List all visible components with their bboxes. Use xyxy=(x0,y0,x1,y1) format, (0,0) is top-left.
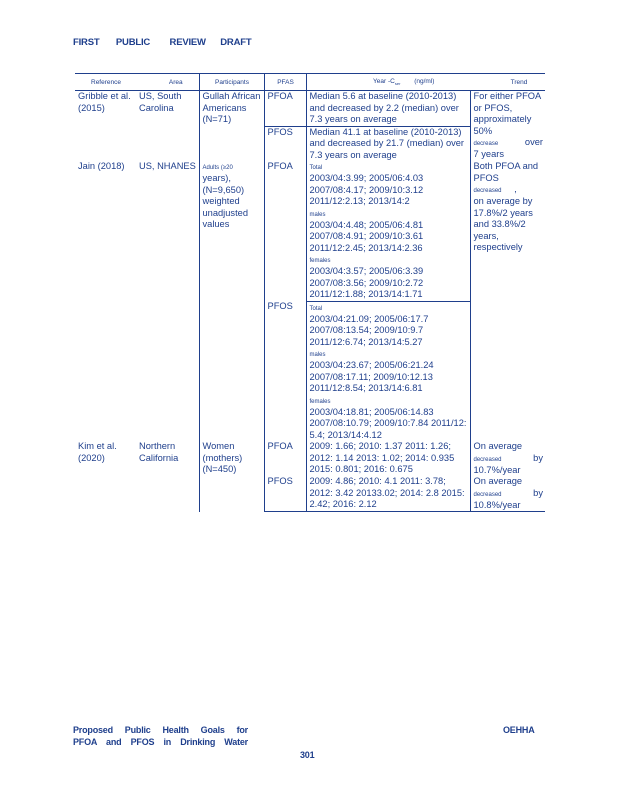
footer-title-line2: PFOA and PFOS in Drinking Water xyxy=(73,737,248,747)
cell-pfas: PFOS xyxy=(264,476,306,512)
cell-pfas: PFOA xyxy=(264,441,306,476)
header-word-first: FIRST xyxy=(73,37,100,48)
cell-value: 2009: 4.86; 2010: 4.1 2011: 3.78; 2012: 3.42 20133.02; 2014: 2.8 2015: 2.42; 2016: 2.12 xyxy=(306,476,470,512)
cell-pfas: PFOS xyxy=(264,126,306,161)
footer-title-line1: Proposed Public Health Goals for xyxy=(73,725,248,735)
cell-participants: Women (mothers) (N=450) xyxy=(199,441,264,512)
header-word-review: REVIEW xyxy=(169,37,206,48)
header-word-draft: DRAFT xyxy=(220,37,252,48)
cell-value: Median 5.6 at baseline (2010-2013) and decreased by 2.2 (median) over 7.3 years on average xyxy=(306,91,470,127)
table-header-row xyxy=(75,74,545,91)
col-header-area: Area xyxy=(136,74,199,91)
cell-pfas: PFOA xyxy=(264,161,306,301)
page-number: 301 xyxy=(300,750,315,760)
table-row xyxy=(75,161,545,301)
cell-value: Median 41.1 at baseline (2010-2013) and decreased by 21.7 (median) over 7.3 years on average xyxy=(306,126,470,161)
cell-participants: Adults (≥20 years), (N=9,650) weighted unadjusted values xyxy=(199,161,264,441)
cell-trend: On average decreased by 10.8%/year xyxy=(470,476,545,512)
cell-value: Total 2003/04:3.99; 2005/06:4.03 2007/08:4.17; 2009/10:3.12 2011/12:2.13; 2013/14:2 males 2003/04:4.48; 2005/06:4.81 2007/08:4.91; 2009/10:3.61 2011/12:2.45; 2013/14:2.36 females 2003/04:3.57; 2005/06:3.39 2007/08:3.56; 2009/10:2.72 2011/12:1.88; 2013/14:1.71 xyxy=(306,161,470,301)
header-word-public: PUBLIC xyxy=(115,37,151,48)
draft-header xyxy=(73,37,251,48)
table-row xyxy=(75,441,545,476)
footer-org: OEHHA xyxy=(503,725,535,735)
cell-reference: Gribble et al. (2015) xyxy=(78,91,131,113)
col-header-year: Year $-C_{ser}$ (ng/ml) xyxy=(306,74,470,91)
cell-value: Total 2003/04:21.09; 2005/06:17.7 2007/08:13.54; 2009/10:9.7 2011/12:6.74; 2013/14:5.27 males 2003/04:23.67; 2005/06:21.24 2007/08:17.11; 2009/10:12.13 2011/12:8.54; 2013/14:6.81 females 2003/04:18.81; 2005/06:14.83 2007/08:10.79; 2009/10:7.84 2011/12: 5.4; 2013/14:4.12 xyxy=(306,301,470,441)
cell-reference: Kim et al. (2020) xyxy=(78,441,117,463)
cell-area: US, South Carolina xyxy=(136,91,199,162)
cell-value: 2009: 1.66; 2010: 1.37 2011: 1.26; 2012: 1.14 2013: 1.02; 2014: 0.935 2015: 0.801; 2016: 0.675 xyxy=(306,441,470,476)
cell-trend: On average decreased by 10.7%/year xyxy=(473,441,543,475)
cell-area: Northern California xyxy=(136,441,199,512)
cell-reference: Jain (2018) xyxy=(78,161,125,171)
cell-participants: Gullah African Americans (N=71) xyxy=(199,91,264,162)
cell-pfas: PFOA xyxy=(264,91,306,127)
col-header-pfas: PFAS xyxy=(264,74,306,91)
cell-area: US, NHANES xyxy=(136,161,199,441)
cell-trend: Both PFOA and PFOS decreased , on average by 17.8%/2 years and 33.8%/2 years, respectively xyxy=(473,161,539,252)
cell-pfas: PFOS xyxy=(264,301,306,441)
cell-trend: For either PFOA or PFOS, approximately 50% decrease over 7 years xyxy=(473,91,543,159)
pfas-trend-table xyxy=(75,73,545,512)
col-header-participants: Participants xyxy=(199,74,264,91)
col-header-trend: Trend xyxy=(470,74,545,91)
table-row xyxy=(75,91,545,127)
col-header-reference: Reference xyxy=(75,74,136,91)
